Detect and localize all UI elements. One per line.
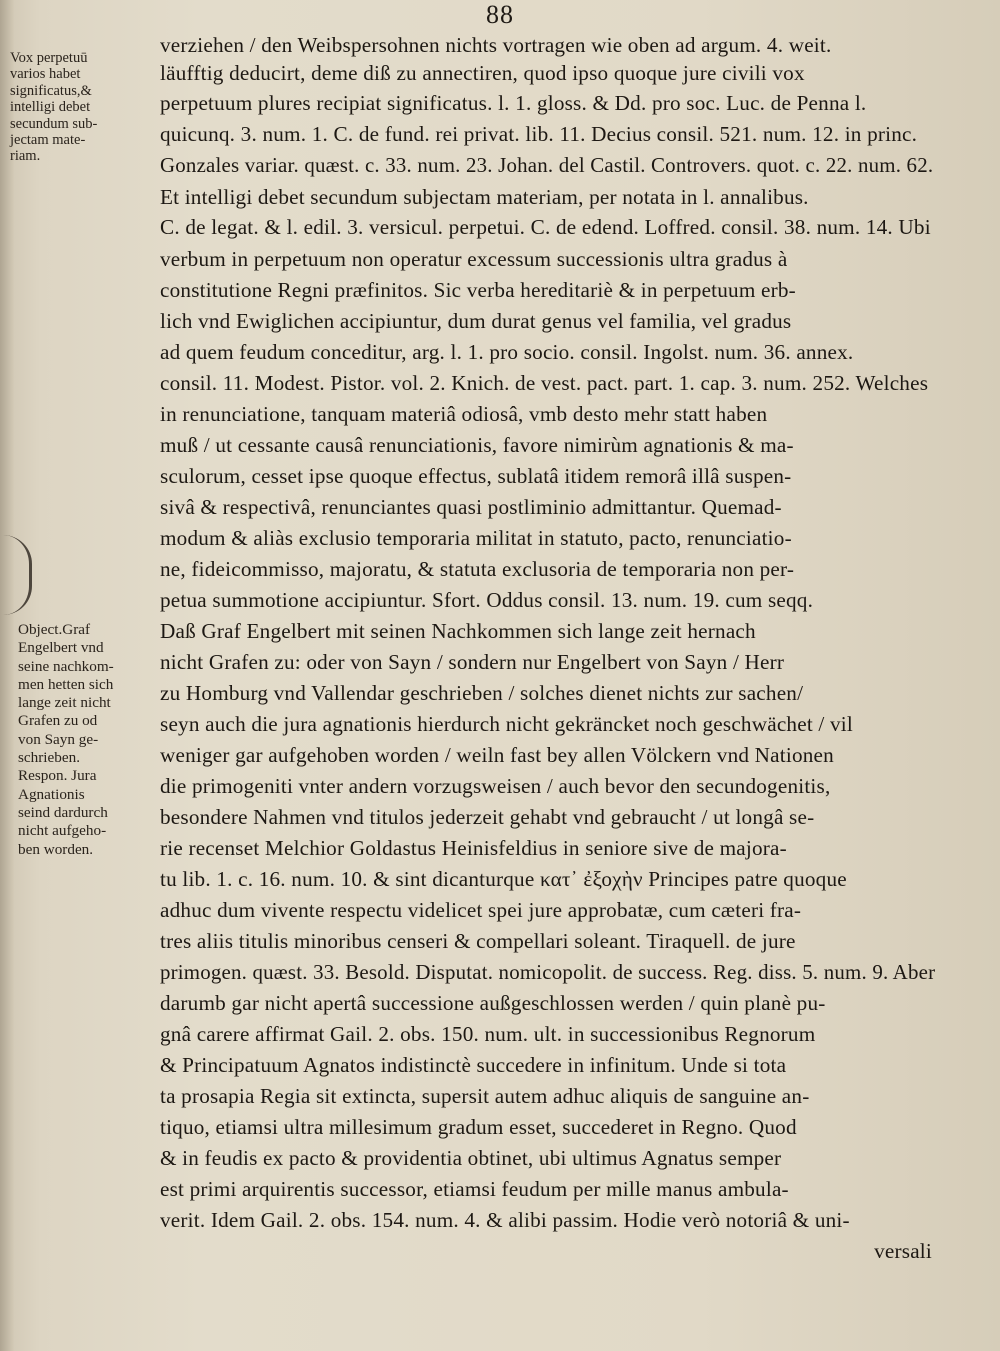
text-line: gnâ carere affirmat Gail. 2. obs. 150. num. ult. in successionibus Regnorum bbox=[160, 1022, 816, 1046]
text-line: primogen. quæst. 33. Besold. Disputat. nomicopolit. de success. Reg. diss. 5. num. 9. Aber bbox=[160, 960, 936, 984]
text-line: adhuc dum vivente respectu videlicet spei jure approbatæ, cum cæteri fra- bbox=[160, 898, 802, 922]
margin-note: Object.Graf Engelbert vnd seine nachkom- men hetten sich lange zeit nicht Grafen zu od von Sayn ge- schrieben. Respon. Jura Agnationis seind dardurch nicht aufgeho- ben worden. bbox=[18, 621, 114, 858]
text-line: sculorum, cesset ipse quoque effectus, sublatâ itidem remorâ illâ suspen- bbox=[160, 464, 792, 488]
text-line: verbum in perpetuum non operatur excessum successionis ultra gradus à bbox=[160, 247, 788, 271]
page-gutter-shadow bbox=[0, 0, 14, 1351]
text-line: ne, fideicommisso, majoratu, & statuta exclusoria de temporaria non per- bbox=[160, 557, 795, 581]
text-line: sivâ & respectivâ, renunciantes quasi postliminio admittantur. Quemad- bbox=[160, 495, 782, 519]
text-line: tu lib. 1. c. 16. num. 10. & sint dicanturque κατ᾽ ἐξοχὴν Principes patre quoque bbox=[160, 867, 847, 891]
catchword: versali bbox=[874, 1239, 932, 1263]
text-line: die primogeniti vnter andern vorzugsweisen / auch bevor den secundogenitis, bbox=[160, 774, 831, 798]
text-line: verit. Idem Gail. 2. obs. 154. num. 4. & alibi passim. Hodie verò notoriâ & uni- bbox=[160, 1208, 850, 1232]
margin-bracket-mark bbox=[3, 535, 32, 615]
text-line: seyn auch die jura agnationis hierdurch nicht gekräncket noch geschwächet / vil bbox=[160, 712, 853, 736]
margin-note: Vox perpetuū varios habet significatus,& intelligi debet secundum sub- jectam mate- riam. bbox=[10, 50, 98, 165]
text-line: Daß Graf Engelbert mit seinen Nachkommen sich lange zeit hernach bbox=[160, 619, 756, 643]
text-line: darumb gar nicht apertâ successione außgeschlossen werden / quin planè pu- bbox=[160, 991, 826, 1015]
text-line: & in feudis ex pacto & providentia obtinet, ubi ultimus Agnatus semper bbox=[160, 1146, 782, 1170]
text-line: in renunciatione, tanquam materiâ odiosâ, vmb desto mehr statt haben bbox=[160, 402, 768, 426]
text-line: rie recenset Melchior Goldastus Heinisfeldius in seniore sive de majora- bbox=[160, 836, 787, 860]
text-line: muß / ut cessante causâ renunciationis, favore nimirùm agnationis & ma- bbox=[160, 433, 794, 457]
text-line: consil. 11. Modest. Pistor. vol. 2. Knich. de vest. pact. part. 1. cap. 3. num. 252. Welches bbox=[160, 371, 929, 395]
text-line: tres aliis titulis minoribus censeri & compellari soleant. Tiraquell. de jure bbox=[160, 929, 796, 953]
text-line: & Principatuum Agnatos indistinctè succedere in infinitum. Unde si tota bbox=[160, 1053, 787, 1077]
text-line: verziehen / den Weibspersohnen nichts vortragen wie oben ad argum. 4. weit. bbox=[160, 33, 832, 57]
text-line: läufftig deducirt, deme diß zu annectiren, quod ipso quoque jure civili vox bbox=[160, 61, 805, 85]
text-line: Gonzales variar. quæst. c. 33. num. 23. Johan. del Castil. Controvers. quot. c. 22. num. 62. bbox=[160, 153, 934, 177]
text-line: constitutione Regni præfinitos. Sic verba hereditariè & in perpetuum erb- bbox=[160, 278, 796, 302]
text-line: petua summotione accipiuntur. Sfort. Oddus consil. 13. num. 19. cum seqq. bbox=[160, 588, 814, 612]
text-line: nicht Grafen zu: oder von Sayn / sondern nur Engelbert von Sayn / Herr bbox=[160, 650, 785, 674]
text-line: modum & aliàs exclusio temporaria militat in statuto, pacto, renunciatio- bbox=[160, 526, 792, 550]
text-line: tiquo, etiamsi ultra millesimum gradum esset, succederet in Regno. Quod bbox=[160, 1115, 797, 1139]
text-line: besondere Nahmen vnd titulos jederzeit gehabt vnd gebraucht / ut longâ se- bbox=[160, 805, 815, 829]
text-line: lich vnd Ewiglichen accipiuntur, dum durat genus vel familia, vel gradus bbox=[160, 309, 792, 333]
text-line: quicunq. 3. num. 1. C. de fund. rei privat. lib. 11. Decius consil. 521. num. 12. in princ. bbox=[160, 122, 918, 146]
text-line: Et intelligi debet secundum subjectam materiam, per notata in l. annalibus. bbox=[160, 185, 809, 209]
text-line: weniger gar aufgehoben worden / weiln fast bey allen Völckern vnd Nationen bbox=[160, 743, 834, 767]
page-number: 88 bbox=[486, 0, 514, 29]
text-line: C. de legat. & l. edil. 3. versicul. perpetui. C. de edend. Loffred. consil. 38. num. 14. Ubi bbox=[160, 215, 931, 239]
text-line: ad quem feudum conceditur, arg. l. 1. pro socio. consil. Ingolst. num. 36. annex. bbox=[160, 340, 854, 364]
text-line: zu Homburg vnd Vallendar geschrieben / solches dienet nichts zur sachen/ bbox=[160, 681, 804, 705]
text-line: est primi arquirentis successor, etiamsi feudum per mille manus ambula- bbox=[160, 1177, 789, 1201]
text-line: ta prosapia Regia sit extincta, supersit autem adhuc aliquis de sanguine an- bbox=[160, 1084, 810, 1108]
text-line: perpetuum plures recipiat significatus. l. 1. gloss. & Dd. pro soc. Luc. de Penna l. bbox=[160, 91, 867, 115]
